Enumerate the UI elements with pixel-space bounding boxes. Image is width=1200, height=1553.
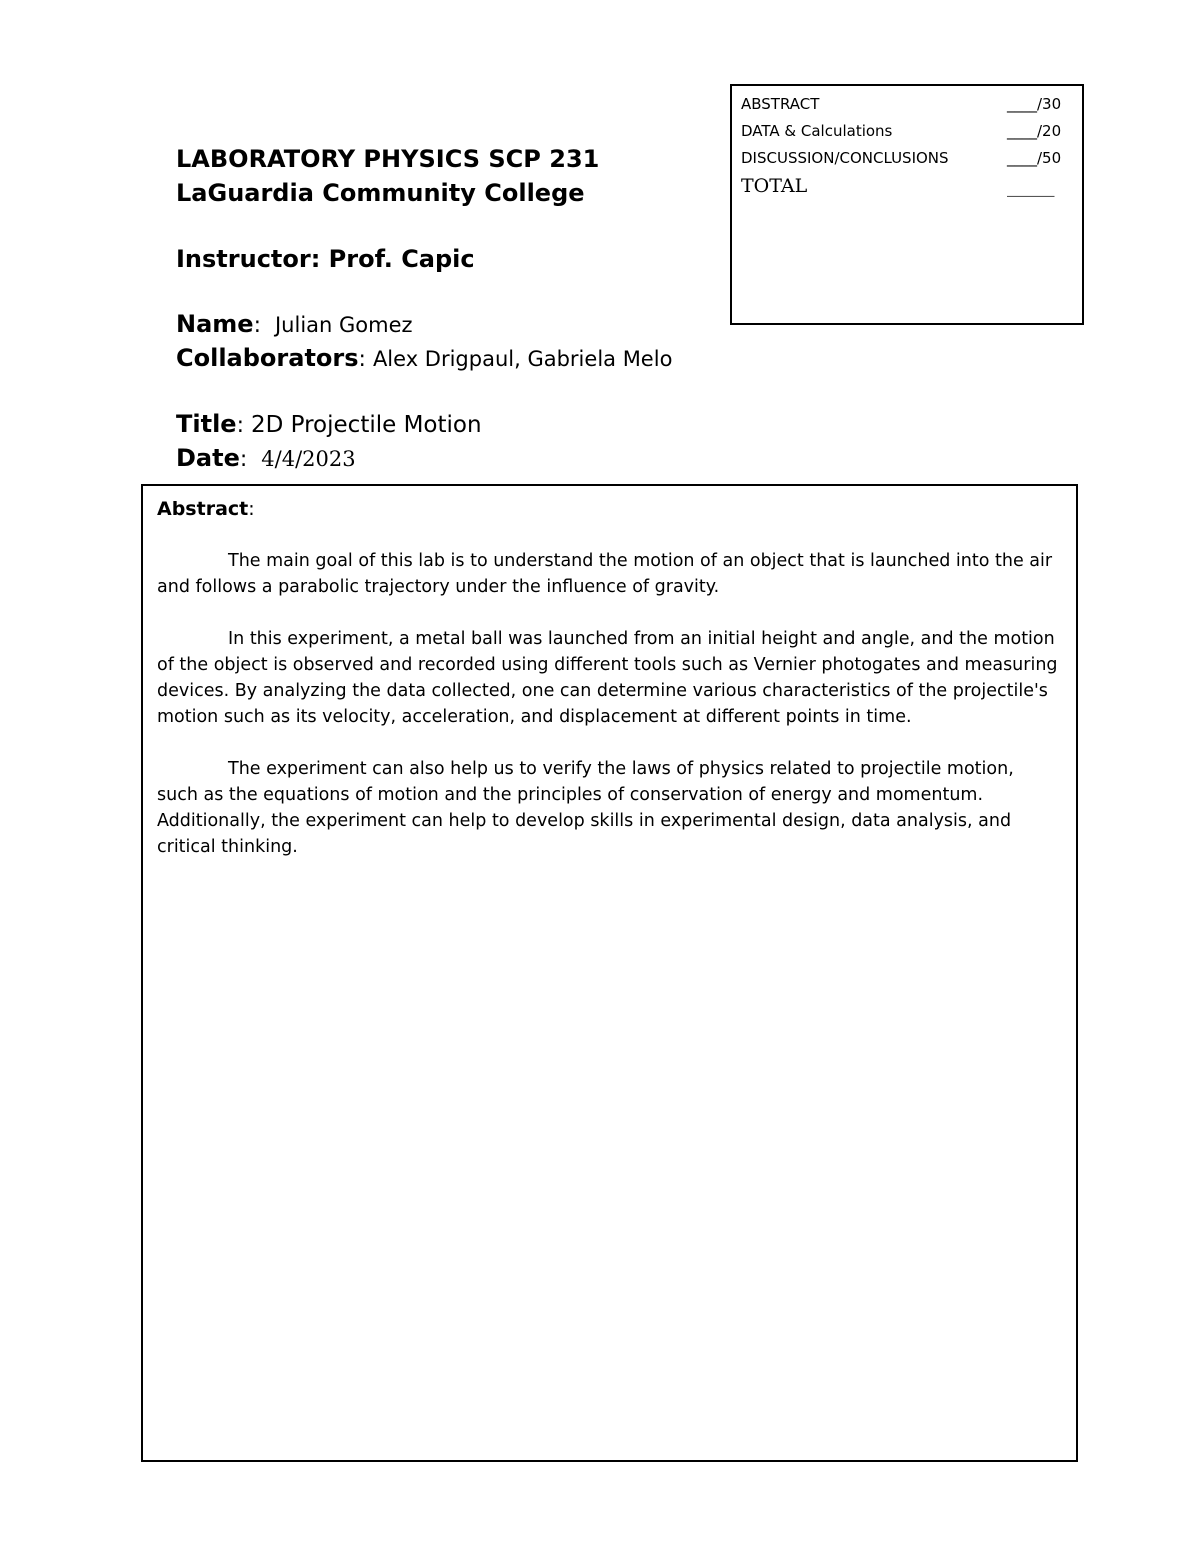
total-row [741,172,1073,200]
grade-score: ____/20 [1007,122,1062,140]
abstract-paragraph: In this experiment, a metal ball was launched from an initial height and angle, and the motion of the object is observed and recorded using different tools such as Vernier photogates and measuring devices. By analyzing the data collected, one can determine various characteristics of the projectile's motion such as its velocity, acceleration, and displacement at different points in time. [157,629,1058,727]
grade-row [741,145,1073,172]
abstract-heading-text: Abstract [157,498,249,520]
date-line: Date: 4/4/2023 [176,444,356,472]
grade-label: ABSTRACT [741,95,820,113]
name-label: Name [176,310,254,338]
grade-score: ____/30 [1007,95,1062,113]
title-label: Title [176,410,237,438]
title-value: 2D Projectile Motion [250,412,482,438]
abstract-box [141,484,1078,1462]
grade-row [741,118,1073,145]
course-title: LABORATORY PHYSICS SCP 231 [176,145,600,173]
name-line: Name: Julian Gomez [176,310,413,338]
grade-row [741,91,1073,118]
report-header [176,142,716,476]
grade-label: DATA & Calculations [741,122,893,140]
college-name: LaGuardia Community College [176,179,585,207]
grade-label: DISCUSSION/CONCLUSIONS [741,149,949,167]
title-line: Title: 2D Projectile Motion [176,410,482,438]
collaborators-label: Collaborators [176,344,359,372]
grading-box [730,84,1084,325]
date-value: 4/4/2023 [261,447,356,471]
instructor-line: Instructor: Prof. Capic [176,245,475,273]
abstract-paragraph: The experiment can also help us to verify the laws of physics related to projectile motion, such as the equations of motion and the principles of conservation of energy and momentum. Additionally, the experiment can help to develop skills in experimental design, data analysis, and critical thinking. [157,759,1014,857]
name-value: Julian Gomez [274,313,413,337]
total-label: TOTAL [741,175,808,197]
abstract-heading: Abstract: [157,498,255,520]
collaborators-line: Collaborators: Alex Drigpaul, Gabriela Melo [176,344,673,372]
date-label: Date [176,444,240,472]
total-score: _____ [1007,175,1055,197]
collaborators-value: Alex Drigpaul, Gabriela Melo [372,347,673,371]
abstract-paragraph: The main goal of this lab is to understand the motion of an object that is launched into the air and follows a parabolic trajectory under the influence of gravity. [157,551,1053,597]
grade-score: ____/50 [1007,149,1062,167]
